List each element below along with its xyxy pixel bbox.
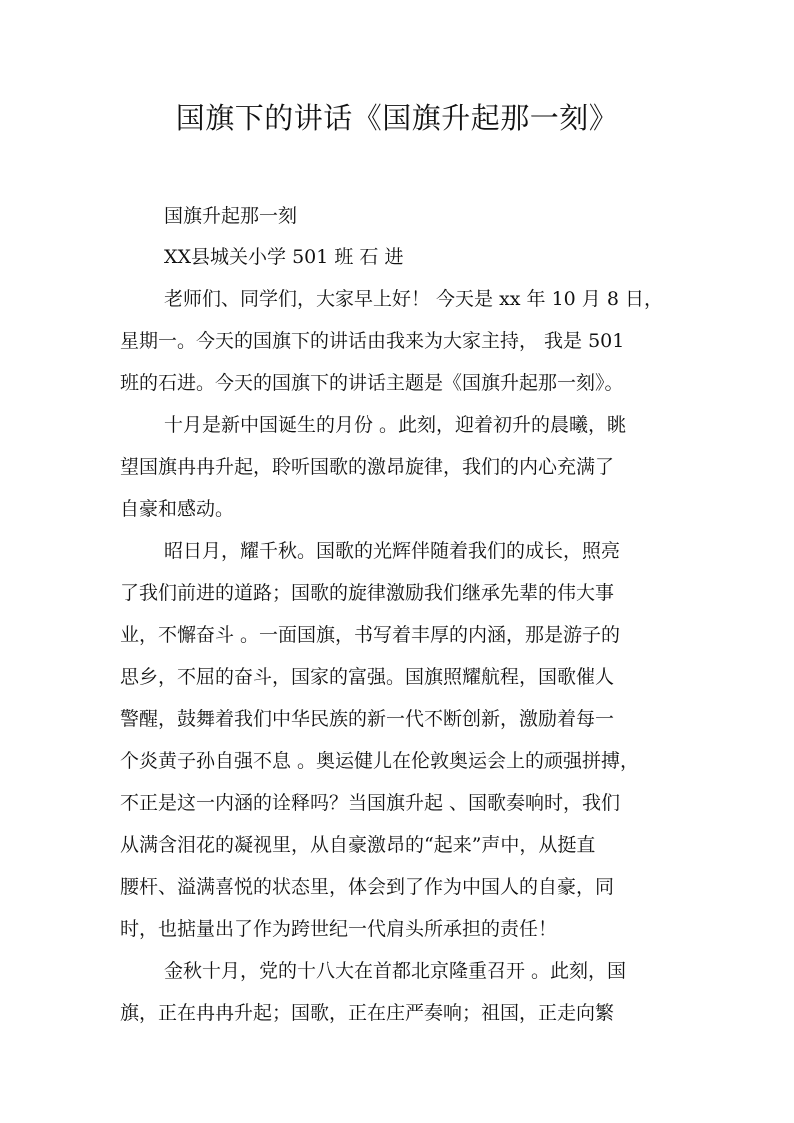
text-line: 业，不懈奋斗 。一面国旗，书写着丰厚的内涵，那是游子的 (120, 624, 621, 646)
text-line: 金秋十月，党的十八大在首都北京隆重召开 。此刻，国 (164, 960, 627, 982)
text-line: 从满含泪花的凝视里，从自豪激昂的“起来”声中，从挺直 (120, 834, 596, 856)
text-line: 时，也掂量出了作为跨世纪一代肩头所承担的责任！ (120, 918, 558, 940)
text-line: 昭日月，耀千秋。国歌的光辉伴随着我们的成长，照亮 (164, 540, 621, 562)
text-line: 了我们前进的道路；国歌的旋律激励我们继承先辈的伟大事 (120, 582, 615, 604)
author-line: XX县城关小学 501 班 石 进 (164, 246, 404, 268)
text-line: 班的石进。今天的国旗下的讲话主题是《国旗升起那一刻》。 (120, 372, 624, 394)
text-line: 自豪和感动。 (120, 498, 235, 520)
text-line: 个炎黄子孙自强不息 。奥运健儿在伦敦奥运会上的顽强拼搏， (120, 750, 640, 772)
text-line: 腰杆、溢满喜悦的状态里，体会到了作为中国人的自豪，同 (120, 876, 615, 898)
text-line: 星期一。今天的国旗下的讲话由我来为大家主持， 我是 501 (120, 330, 625, 352)
text-line: 不正是这一内涵的诠释吗？当国旗升起 、国歌奏响时，我们 (120, 792, 621, 814)
text-line: 十月是新中国诞生的月份 。此刻，迎着初升的晨曦，眺 (164, 414, 627, 436)
document-title: 国旗下的讲话《国旗升起那一刻》 (175, 101, 619, 135)
text-line: 警醒，鼓舞着我们中华民族的新一代不断创新，激励着每一 (120, 708, 615, 730)
text-line: 思乡，不屈的奋斗，国家的富强。国旗照耀航程，国歌催人 (120, 666, 615, 688)
subtitle-line: 国旗升起那一刻 (164, 205, 298, 227)
text-line: 老师们、同学们，大家早上好！ 今天是 xx 年 10 月 8 日， (164, 288, 663, 310)
text-line: 旗，正在冉冉升起；国歌，正在庄严奏响；祖国，正走向繁 (120, 1002, 615, 1024)
text-line: 望国旗冉冉升起，聆听国歌的激昂旋律，我们的内心充满了 (120, 456, 615, 478)
